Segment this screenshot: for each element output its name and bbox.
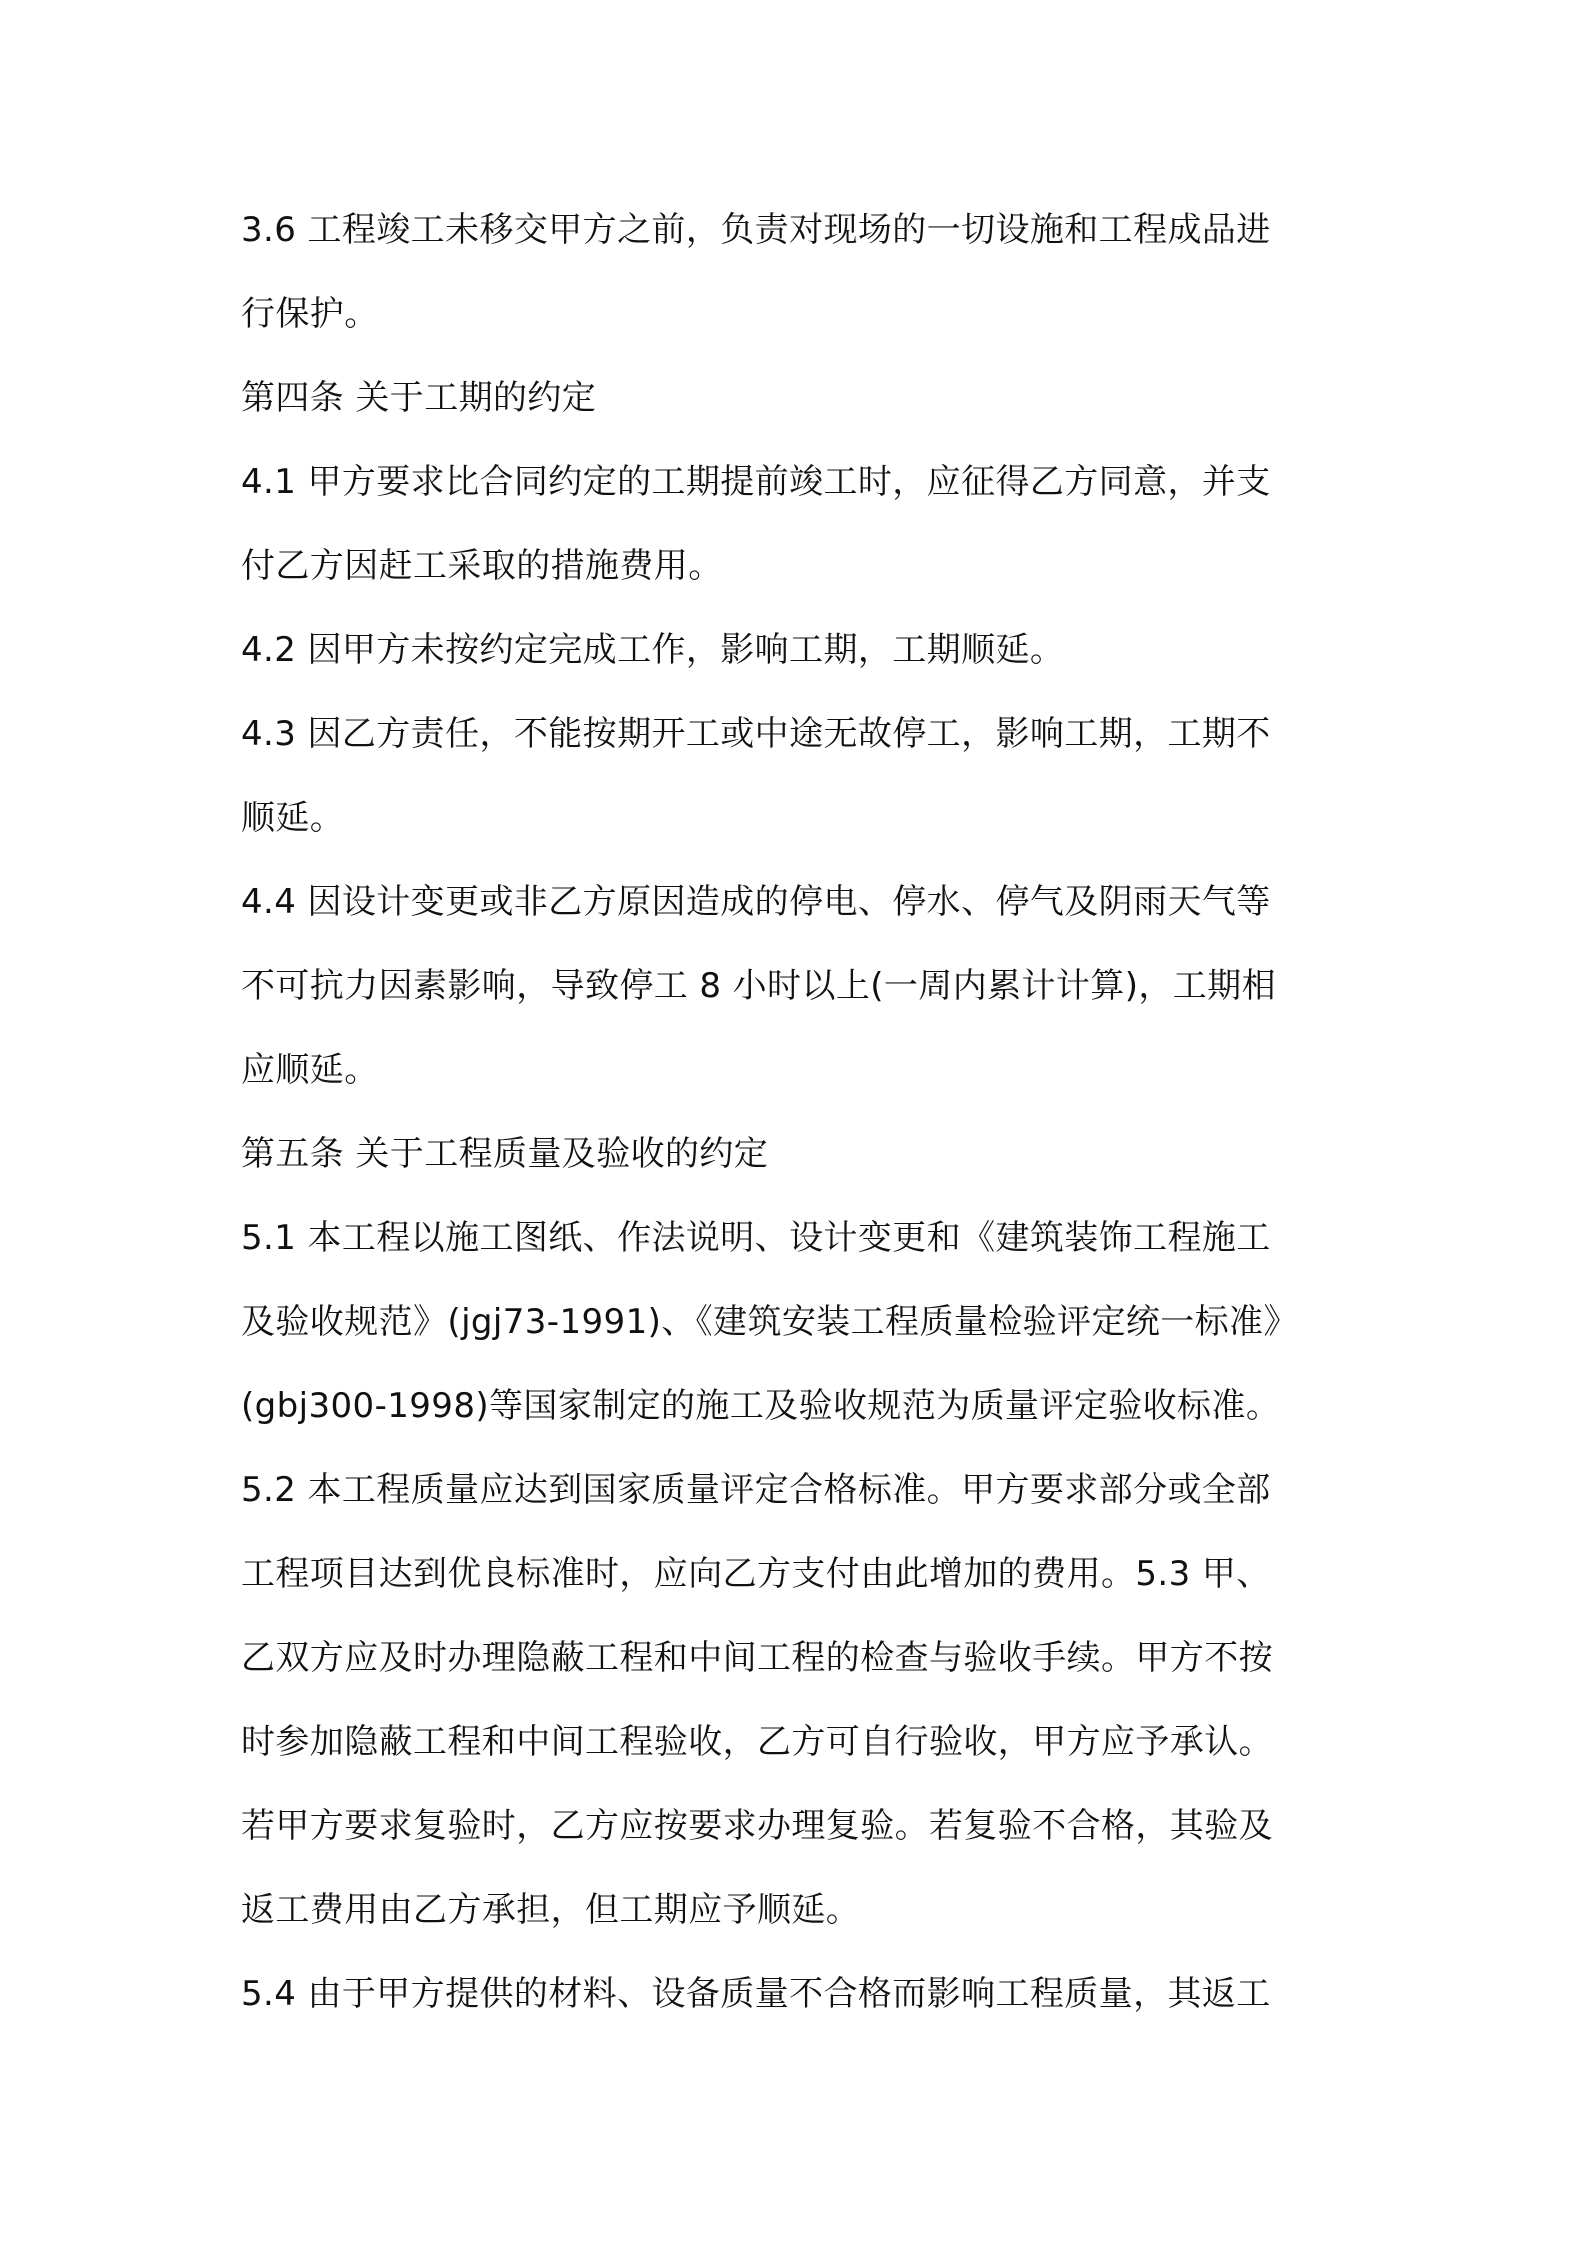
- text-line: 行保护。: [241, 294, 379, 334]
- text-line: 4.1 甲方要求比合同约定的工期提前竣工时，应征得乙方同意，并支: [241, 462, 1271, 502]
- text-line: 4.2 因甲方未按约定完成工作，影响工期，工期顺延。: [241, 630, 1065, 670]
- section-heading: 第五条 关于工程质量及验收的约定: [241, 1134, 769, 1174]
- text-line: 返工费用由乙方承担，但工期应予顺延。: [241, 1890, 861, 1930]
- text-line: 及验收规范》(jgj73-1991)、《建筑安装工程质量检验评定统一标准》: [241, 1302, 1298, 1342]
- text-line: 时参加隐蔽工程和中间工程验收，乙方可自行验收，甲方应予承认。: [241, 1722, 1273, 1762]
- section-heading: 第四条 关于工期的约定: [241, 378, 597, 418]
- text-line: 5.1 本工程以施工图纸、作法说明、设计变更和《建筑装饰工程施工: [241, 1218, 1271, 1258]
- text-line: 不可抗力因素影响，导致停工 8 小时以上(一周内累计计算)，工期相: [241, 966, 1276, 1006]
- text-line: 5.2 本工程质量应达到国家质量评定合格标准。甲方要求部分或全部: [241, 1470, 1271, 1510]
- text-line: 3.6 工程竣工未移交甲方之前，负责对现场的一切设施和工程成品进: [241, 210, 1271, 250]
- text-line: 工程项目达到优良标准时，应向乙方支付由此增加的费用。5.3 甲、: [241, 1554, 1271, 1594]
- text-line: 若甲方要求复验时，乙方应按要求办理复验。若复验不合格，其验及: [241, 1806, 1273, 1846]
- text-line: 应顺延。: [241, 1050, 379, 1090]
- text-line: 4.3 因乙方责任，不能按期开工或中途无故停工，影响工期，工期不: [241, 714, 1271, 754]
- text-line: 顺延。: [241, 798, 345, 838]
- text-line: 乙双方应及时办理隐蔽工程和中间工程的检查与验收手续。甲方不按: [241, 1638, 1273, 1678]
- text-line: 5.4 由于甲方提供的材料、设备质量不合格而影响工程质量，其返工: [241, 1974, 1271, 2014]
- text-line: (gbj300-1998)等国家制定的施工及验收规范为质量评定验收标准。: [241, 1386, 1281, 1426]
- text-line: 付乙方因赶工采取的措施费用。: [241, 546, 723, 586]
- document-body: [241, 188, 1361, 2036]
- text-line: 4.4 因设计变更或非乙方原因造成的停电、停水、停气及阴雨天气等: [241, 882, 1271, 922]
